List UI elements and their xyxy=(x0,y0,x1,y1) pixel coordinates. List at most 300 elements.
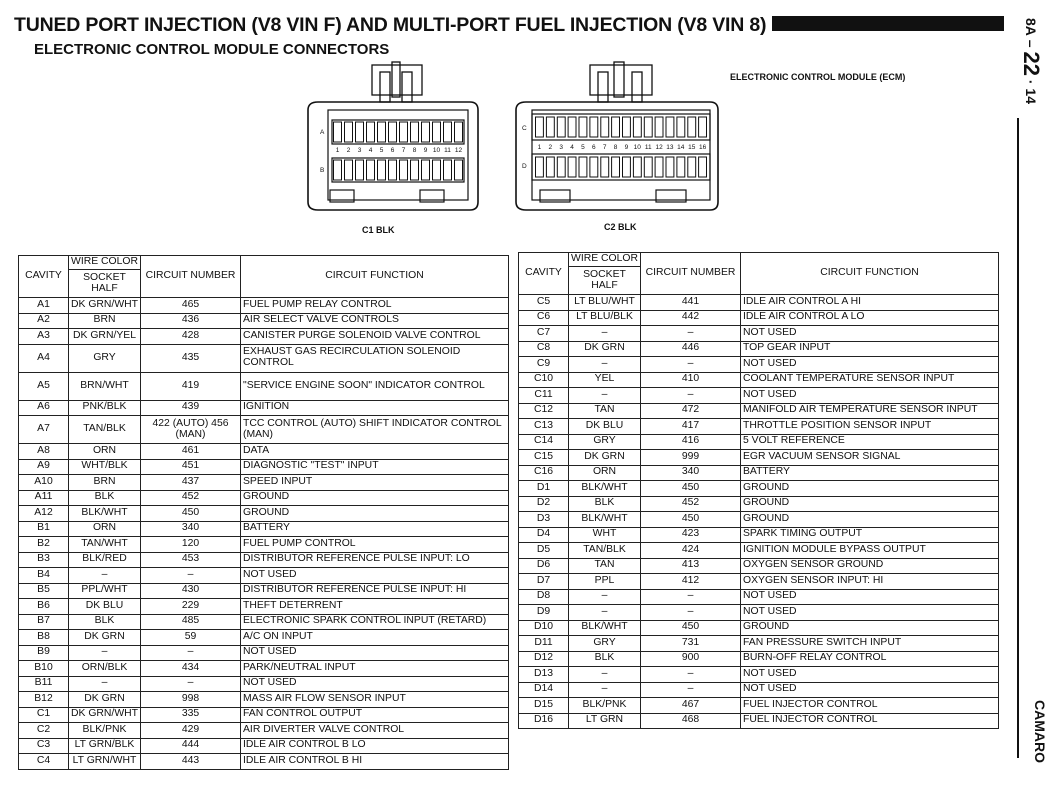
cell-circuit-function: NOT USED xyxy=(741,388,999,404)
cell-cavity: D2 xyxy=(519,496,569,512)
table-row xyxy=(519,543,999,559)
cavity-cell xyxy=(356,160,364,180)
cell-circuit-function: AIR SELECT VALVE CONTROLS xyxy=(241,313,509,329)
header-circuit-number: CIRCUIT NUMBER xyxy=(641,253,741,295)
cell-cavity: A1 xyxy=(19,298,69,314)
cell-wire-color: BRN xyxy=(69,313,141,329)
cell-circuit-function: GROUND xyxy=(241,490,509,506)
cell-wire-color: – xyxy=(569,682,641,698)
cavity-cell xyxy=(633,117,641,137)
cell-cavity: C16 xyxy=(519,465,569,481)
pin-number: 2 xyxy=(548,144,553,151)
pin-number: 1 xyxy=(537,144,542,151)
cavity-cell xyxy=(623,117,631,137)
c1-row-a-label: A xyxy=(320,129,325,136)
cell-cavity: D15 xyxy=(519,698,569,714)
table-row xyxy=(19,459,509,475)
cell-circuit-function: DIAGNOSTIC "TEST" INPUT xyxy=(241,459,509,475)
cavity-cell xyxy=(422,160,430,180)
table-row xyxy=(19,738,509,754)
cell-circuit-number: 999 xyxy=(641,450,741,466)
cell-circuit-function: OXYGEN SENSOR INPUT: HI xyxy=(741,574,999,590)
cavity-cell xyxy=(699,157,707,177)
header-cavity: CAVITY xyxy=(519,253,569,295)
cell-circuit-number: – xyxy=(141,568,241,584)
cell-wire-color: PPL xyxy=(569,574,641,590)
pin-number: 4 xyxy=(570,144,574,151)
cell-circuit-function: BURN-OFF RELAY CONTROL xyxy=(741,651,999,667)
cavity-cell xyxy=(612,157,620,177)
cavity-cell xyxy=(455,160,463,180)
header-circuit-function: CIRCUIT FUNCTION xyxy=(241,256,509,298)
cavity-cell xyxy=(568,117,576,137)
cell-cavity: B4 xyxy=(19,568,69,584)
pin-number: 10 xyxy=(633,144,641,151)
cell-cavity: A3 xyxy=(19,329,69,345)
cell-wire-color: – xyxy=(569,326,641,342)
cell-circuit-number: 423 xyxy=(641,527,741,543)
cell-circuit-function: TOP GEAR INPUT xyxy=(741,341,999,357)
cell-circuit-number: 424 xyxy=(641,543,741,559)
cell-circuit-number: 451 xyxy=(141,459,241,475)
cell-wire-color: – xyxy=(569,605,641,621)
cell-cavity: D1 xyxy=(519,481,569,497)
cavity-cell xyxy=(367,160,375,180)
cell-circuit-function: MASS AIR FLOW SENSOR INPUT xyxy=(241,692,509,708)
cell-cavity: C6 xyxy=(519,310,569,326)
pin-number: 16 xyxy=(698,144,707,151)
section-number: 8A xyxy=(1023,18,1039,36)
cell-circuit-number: 419 xyxy=(141,372,241,400)
page-subtitle: ELECTRONIC CONTROL MODULE CONNECTORS xyxy=(34,41,390,58)
cell-wire-color: BLK/PNK xyxy=(69,723,141,739)
cell-circuit-function: GROUND xyxy=(741,620,999,636)
cell-cavity: D9 xyxy=(519,605,569,621)
pin-number: 2 xyxy=(346,147,351,154)
cell-circuit-number: 435 xyxy=(141,344,241,372)
cell-cavity: D8 xyxy=(519,589,569,605)
cell-cavity: B9 xyxy=(19,645,69,661)
cell-cavity: B12 xyxy=(19,692,69,708)
header-cavity: CAVITY xyxy=(19,256,69,298)
cell-circuit-number: 450 xyxy=(641,512,741,528)
cell-circuit-number: 472 xyxy=(641,403,741,419)
cell-wire-color: DK GRN/WHT xyxy=(69,298,141,314)
cell-circuit-function: DISTRIBUTOR REFERENCE PULSE INPUT: LO xyxy=(241,552,509,568)
table-row xyxy=(519,527,999,543)
cavity-cell xyxy=(557,117,565,137)
cavity-cell xyxy=(666,117,674,137)
cell-circuit-function: ELECTRONIC SPARK CONTROL INPUT (RETARD) xyxy=(241,614,509,630)
cell-circuit-function: NOT USED xyxy=(741,667,999,683)
pin-number: 6 xyxy=(591,144,596,151)
table-row xyxy=(519,295,999,311)
cell-cavity: B8 xyxy=(19,630,69,646)
cell-wire-color: – xyxy=(569,589,641,605)
table-row xyxy=(519,310,999,326)
table-row xyxy=(519,574,999,590)
cell-circuit-function: CANISTER PURGE SOLENOID VALVE CONTROL xyxy=(241,329,509,345)
cell-circuit-number: – xyxy=(641,589,741,605)
table-row xyxy=(19,676,509,692)
cell-wire-color: BLK/RED xyxy=(69,552,141,568)
cell-cavity: B10 xyxy=(19,661,69,677)
cell-cavity: A7 xyxy=(19,416,69,444)
cavity-cell xyxy=(400,122,408,142)
cell-wire-color: BLK xyxy=(69,614,141,630)
cavity-cell xyxy=(579,157,587,177)
pinout-left-rows xyxy=(19,298,509,770)
cell-circuit-number: 434 xyxy=(141,661,241,677)
pin-number: 14 xyxy=(677,144,685,151)
pin-number: 10 xyxy=(432,147,441,154)
cell-circuit-number: 452 xyxy=(141,490,241,506)
pin-number: 11 xyxy=(444,147,451,154)
cell-cavity: D6 xyxy=(519,558,569,574)
cell-circuit-function: FAN PRESSURE SWITCH INPUT xyxy=(741,636,999,652)
cell-circuit-number: 461 xyxy=(141,444,241,460)
table-row xyxy=(19,490,509,506)
cavity-cell xyxy=(655,157,663,177)
cell-wire-color: LT GRN/BLK xyxy=(69,738,141,754)
cavity-cell xyxy=(444,160,452,180)
table-row xyxy=(19,552,509,568)
cavity-cell xyxy=(557,157,565,177)
cavity-cell xyxy=(590,117,598,137)
cavity-cell xyxy=(644,117,652,137)
cell-circuit-number: 468 xyxy=(641,713,741,729)
cell-circuit-function: NOT USED xyxy=(741,326,999,342)
cell-circuit-number: 412 xyxy=(641,574,741,590)
connector-c1-label: C1 BLK xyxy=(362,225,395,235)
table-row xyxy=(19,537,509,553)
table-row xyxy=(19,754,509,770)
cell-circuit-function: THEFT DETERRENT xyxy=(241,599,509,615)
cavity-cell xyxy=(334,122,342,142)
table-row xyxy=(19,521,509,537)
cell-wire-color: – xyxy=(569,667,641,683)
cell-cavity: B3 xyxy=(19,552,69,568)
cell-circuit-number: 437 xyxy=(141,475,241,491)
cell-circuit-function: NOT USED xyxy=(241,676,509,692)
cell-wire-color: TAN/BLK xyxy=(69,416,141,444)
cavity-cell xyxy=(411,160,419,180)
cell-cavity: C14 xyxy=(519,434,569,450)
cavity-cell xyxy=(666,157,674,177)
title-rule xyxy=(772,16,1004,31)
cell-circuit-number: 416 xyxy=(641,434,741,450)
table-row xyxy=(519,388,999,404)
cell-cavity: C12 xyxy=(519,403,569,419)
cell-circuit-number: 450 xyxy=(641,620,741,636)
table-row xyxy=(519,326,999,342)
cavity-cell xyxy=(433,122,441,142)
cell-cavity: C2 xyxy=(19,723,69,739)
table-row xyxy=(519,636,999,652)
table-row xyxy=(19,583,509,599)
cavity-cell xyxy=(688,157,696,177)
cavity-cell xyxy=(633,157,641,177)
cavity-cell xyxy=(367,122,375,142)
cell-circuit-function: BATTERY xyxy=(741,465,999,481)
cell-wire-color: DK GRN xyxy=(69,630,141,646)
pin-number: 7 xyxy=(401,147,406,154)
cell-circuit-function: GROUND xyxy=(741,512,999,528)
pin-number: 5 xyxy=(581,144,585,151)
pin-number: 8 xyxy=(613,144,618,151)
cell-circuit-number: 450 xyxy=(641,481,741,497)
cell-circuit-number: 428 xyxy=(141,329,241,345)
cell-cavity: D3 xyxy=(519,512,569,528)
cavity-cell xyxy=(389,122,397,142)
table-row xyxy=(519,558,999,574)
cell-circuit-number: 439 xyxy=(141,400,241,416)
cell-circuit-number: 340 xyxy=(641,465,741,481)
table-row xyxy=(19,344,509,372)
cell-cavity: B1 xyxy=(19,521,69,537)
table-row xyxy=(519,403,999,419)
cell-cavity: A5 xyxy=(19,372,69,400)
cell-cavity: C3 xyxy=(19,738,69,754)
cell-circuit-number: 59 xyxy=(141,630,241,646)
cell-circuit-number: 443 xyxy=(141,754,241,770)
cell-circuit-function: GROUND xyxy=(741,481,999,497)
table-row xyxy=(519,496,999,512)
table-row xyxy=(19,416,509,444)
cell-wire-color: – xyxy=(69,568,141,584)
cell-circuit-function: IGNITION xyxy=(241,400,509,416)
table-row xyxy=(19,329,509,345)
table-row xyxy=(19,614,509,630)
cavity-cell xyxy=(546,157,554,177)
cell-circuit-function: PARK/NEUTRAL INPUT xyxy=(241,661,509,677)
cavity-cell xyxy=(455,122,463,142)
pin-number: 13 xyxy=(666,144,674,151)
pinout-right-rows xyxy=(519,295,999,729)
cavity-cell xyxy=(422,122,430,142)
cavity-cell xyxy=(444,122,452,142)
cell-circuit-function: FUEL PUMP CONTROL xyxy=(241,537,509,553)
table-row xyxy=(19,400,509,416)
pinout-table-right xyxy=(518,252,999,729)
cell-cavity: D16 xyxy=(519,713,569,729)
cell-cavity: C5 xyxy=(519,295,569,311)
cell-cavity: C1 xyxy=(19,707,69,723)
pin-number: 1 xyxy=(335,147,340,154)
cell-circuit-number: 410 xyxy=(641,372,741,388)
cell-cavity: C9 xyxy=(519,357,569,373)
cavity-cell xyxy=(568,157,576,177)
cavity-cell xyxy=(677,157,685,177)
cell-wire-color: WHT/BLK xyxy=(69,459,141,475)
table-row xyxy=(19,692,509,708)
cell-circuit-function: FAN CONTROL OUTPUT xyxy=(241,707,509,723)
cell-cavity: A8 xyxy=(19,444,69,460)
cell-circuit-function: OXYGEN SENSOR GROUND xyxy=(741,558,999,574)
cell-circuit-function: EGR VACUUM SENSOR SIGNAL xyxy=(741,450,999,466)
cell-wire-color: DK BLU xyxy=(569,419,641,435)
pin-number: 12 xyxy=(655,144,663,151)
model-name: CAMARO xyxy=(1032,700,1048,763)
cell-cavity: A11 xyxy=(19,490,69,506)
connector-c1-diagram xyxy=(300,62,480,217)
cell-circuit-function: IDLE AIR CONTROL A LO xyxy=(741,310,999,326)
cell-circuit-number: 485 xyxy=(141,614,241,630)
cell-wire-color: BLK xyxy=(69,490,141,506)
cell-cavity: C7 xyxy=(519,326,569,342)
cell-circuit-function: IDLE AIR CONTROL B HI xyxy=(241,754,509,770)
table-row xyxy=(19,313,509,329)
header-circuit-function: CIRCUIT FUNCTION xyxy=(741,253,999,295)
cell-circuit-number: 335 xyxy=(141,707,241,723)
page-main-number: 22 xyxy=(1019,51,1044,76)
cell-circuit-function: IDLE AIR CONTROL B LO xyxy=(241,738,509,754)
cell-circuit-number: 430 xyxy=(141,583,241,599)
cell-wire-color: TAN/WHT xyxy=(69,537,141,553)
cavity-cell xyxy=(345,122,353,142)
table-row xyxy=(19,630,509,646)
cell-cavity: D14 xyxy=(519,682,569,698)
cavity-cell xyxy=(612,117,620,137)
table-row xyxy=(519,713,999,729)
cavity-cell xyxy=(400,160,408,180)
cell-wire-color: PNK/BLK xyxy=(69,400,141,416)
cell-wire-color: DK GRN/YEL xyxy=(69,329,141,345)
cell-circuit-number: – xyxy=(641,667,741,683)
cell-cavity: B5 xyxy=(19,583,69,599)
cavity-cell xyxy=(536,117,544,137)
table-row xyxy=(19,568,509,584)
pin-number: 12 xyxy=(454,147,463,154)
cell-cavity: B7 xyxy=(19,614,69,630)
cell-circuit-number: 900 xyxy=(641,651,741,667)
cell-cavity: D10 xyxy=(519,620,569,636)
table-row xyxy=(519,481,999,497)
cavity-cell xyxy=(601,117,609,137)
cell-wire-color: LT GRN/WHT xyxy=(69,754,141,770)
cavity-cell xyxy=(688,117,696,137)
cell-circuit-number: 998 xyxy=(141,692,241,708)
header-wire-color: WIRE COLOR xyxy=(69,256,141,270)
table-row xyxy=(519,434,999,450)
cell-cavity: C15 xyxy=(519,450,569,466)
table-row xyxy=(19,661,509,677)
cell-circuit-function: EXHAUST GAS RECIRCULATION SOLENOID CONTROL xyxy=(241,344,509,372)
table-row xyxy=(519,465,999,481)
header-socket-half: SOCKET HALF xyxy=(569,267,641,295)
cell-wire-color: BLK/WHT xyxy=(569,481,641,497)
cell-circuit-number: 413 xyxy=(641,558,741,574)
cell-circuit-number: 417 xyxy=(641,419,741,435)
pin-number: 11 xyxy=(644,144,652,151)
cell-wire-color: BLK/WHT xyxy=(569,620,641,636)
table-row xyxy=(519,419,999,435)
cell-wire-color: TAN xyxy=(569,403,641,419)
cell-circuit-number: 444 xyxy=(141,738,241,754)
cell-wire-color: LT BLU/WHT xyxy=(569,295,641,311)
cell-wire-color: WHT xyxy=(569,527,641,543)
cell-cavity: B6 xyxy=(19,599,69,615)
cell-cavity: D4 xyxy=(519,527,569,543)
cavity-cell xyxy=(677,117,685,137)
cavity-cell xyxy=(334,160,342,180)
cell-circuit-number: 429 xyxy=(141,723,241,739)
cell-wire-color: – xyxy=(569,357,641,373)
cell-circuit-number: – xyxy=(141,676,241,692)
cell-wire-color: DK GRN/WHT xyxy=(69,707,141,723)
cell-circuit-number: 436 xyxy=(141,313,241,329)
pin-number: 3 xyxy=(357,147,362,154)
cell-circuit-function: COOLANT TEMPERATURE SENSOR INPUT xyxy=(741,372,999,388)
cell-circuit-function: SPARK TIMING OUTPUT xyxy=(741,527,999,543)
cell-circuit-number: 465 xyxy=(141,298,241,314)
cell-wire-color: ORN xyxy=(69,521,141,537)
cell-cavity: C11 xyxy=(519,388,569,404)
cell-circuit-number: – xyxy=(641,605,741,621)
pin-number: 15 xyxy=(688,144,696,151)
ecm-label: ELECTRONIC CONTROL MODULE (ECM) xyxy=(730,72,906,82)
cell-circuit-function: IGNITION MODULE BYPASS OUTPUT xyxy=(741,543,999,559)
cavity-cell xyxy=(623,157,631,177)
cell-cavity: C13 xyxy=(519,419,569,435)
table-row xyxy=(519,682,999,698)
cell-wire-color: LT GRN xyxy=(569,713,641,729)
cavity-cell xyxy=(601,157,609,177)
pin-number: 4 xyxy=(368,147,373,154)
cell-circuit-function: NOT USED xyxy=(741,589,999,605)
c1-row-b-label: B xyxy=(320,167,325,174)
cell-cavity: D7 xyxy=(519,574,569,590)
cell-cavity: C8 xyxy=(519,341,569,357)
cell-circuit-function: NOT USED xyxy=(241,645,509,661)
header-circuit-number: CIRCUIT NUMBER xyxy=(141,256,241,298)
cavity-cell xyxy=(546,117,554,137)
cell-circuit-function: NOT USED xyxy=(741,682,999,698)
cell-cavity: D13 xyxy=(519,667,569,683)
cell-wire-color: – xyxy=(569,388,641,404)
cell-circuit-function: IDLE AIR CONTROL A HI xyxy=(741,295,999,311)
cell-circuit-function: DATA xyxy=(241,444,509,460)
cavity-cell xyxy=(590,157,598,177)
cavity-cell xyxy=(389,160,397,180)
cavity-cell xyxy=(378,160,386,180)
cell-circuit-number: 120 xyxy=(141,537,241,553)
cavity-cell xyxy=(378,122,386,142)
connector-c2-diagram xyxy=(510,62,720,217)
cell-wire-color: GRY xyxy=(569,434,641,450)
cell-wire-color: ORN/BLK xyxy=(69,661,141,677)
cell-cavity: A6 xyxy=(19,400,69,416)
table-row xyxy=(19,444,509,460)
cell-circuit-number: 441 xyxy=(641,295,741,311)
page-title: TUNED PORT INJECTION (V8 VIN F) AND MULTI-PORT FUEL INJECTION (V8 VIN 8) xyxy=(14,14,767,36)
cavity-cell xyxy=(433,160,441,180)
cell-circuit-function: THROTTLE POSITION SENSOR INPUT xyxy=(741,419,999,435)
cell-wire-color: TAN/BLK xyxy=(569,543,641,559)
table-row xyxy=(19,599,509,615)
cell-wire-color: ORN xyxy=(69,444,141,460)
cell-circuit-number: 340 xyxy=(141,521,241,537)
pin-number: 7 xyxy=(602,144,607,151)
cell-cavity: B2 xyxy=(19,537,69,553)
cell-cavity: C4 xyxy=(19,754,69,770)
cell-cavity: A9 xyxy=(19,459,69,475)
cell-cavity: A12 xyxy=(19,506,69,522)
cell-cavity: D11 xyxy=(519,636,569,652)
cell-circuit-function: MANIFOLD AIR TEMPERATURE SENSOR INPUT xyxy=(741,403,999,419)
cell-circuit-function: "SERVICE ENGINE SOON" INDICATOR CONTROL xyxy=(241,372,509,400)
cell-wire-color: BLK xyxy=(569,496,641,512)
